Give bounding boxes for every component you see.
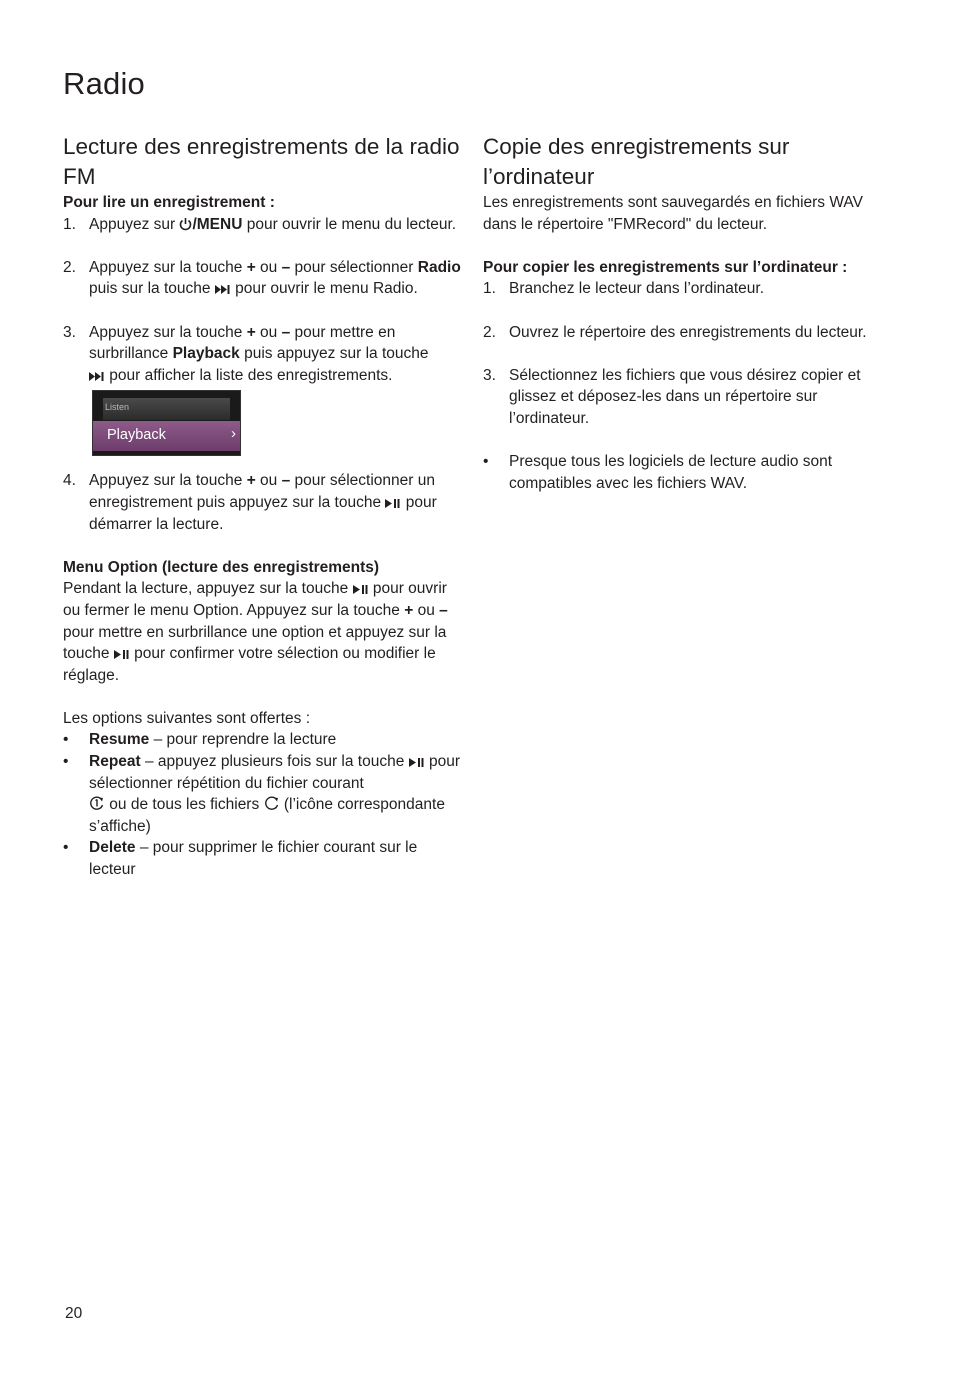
options-intro: Les options suivantes sont offertes : bbox=[63, 709, 311, 727]
play-pause-icon bbox=[114, 649, 130, 660]
step-4: 4. Appuyez sur la touche + ou – pour sélectionner un enregistrement puis appuyez sur la touche pour démarrer la lecture. bbox=[63, 472, 437, 533]
copy-step-2: 2. Ouvrez le répertoire des enregistrements du lecteur. bbox=[483, 323, 867, 341]
skip-next-icon bbox=[215, 284, 231, 295]
play-pause-icon bbox=[409, 757, 425, 768]
page-title: Radio bbox=[63, 66, 145, 101]
left-column bbox=[63, 132, 463, 881]
bullet-marker: • bbox=[483, 453, 489, 471]
subheading-copy-recordings: Pour copier les enregistrements sur l’ordinateur : bbox=[483, 258, 848, 276]
screen-header: Listen bbox=[103, 398, 230, 420]
bullet-resume: • Resume – pour reprendre la lecture bbox=[63, 729, 463, 751]
page-number: 20 bbox=[65, 1305, 83, 1322]
repeat-all-icon bbox=[264, 795, 280, 811]
bullet-marker: • bbox=[63, 839, 69, 857]
subheading-play-recording: Pour lire un enregistrement : bbox=[63, 194, 275, 211]
menu-option-heading: Menu Option (lecture des enregistrements) bbox=[63, 558, 380, 576]
repeat-one-icon bbox=[89, 795, 105, 811]
section-heading-playback: Lecture des enregistrements de la radio FM bbox=[63, 134, 460, 189]
bullet-delete: • Delete – pour supprimer le fichier courant sur le lecteur bbox=[63, 839, 418, 879]
copy-intro: Les enregistrements sont sauvegardés en fichiers WAV dans le répertoire "FMRecord" du lecteur. bbox=[483, 194, 863, 233]
device-screen-image bbox=[92, 390, 241, 456]
bullet-repeat: • Repeat – appuyez plusieurs fois sur la touche pour sélectionner répétition du fichier courant ou de tous les fichiers (l’icône correspondante s’affiche) bbox=[63, 753, 460, 835]
copy-note-bullet: • Presque tous les logiciels de lecture audio sont compatibles avec les fichiers WAV. bbox=[483, 453, 833, 492]
chevron-right-icon: › bbox=[231, 425, 236, 443]
play-pause-icon bbox=[385, 498, 401, 509]
step-3: 3. Appuyez sur la touche + ou – pour mettre en surbrillance Playback puis appuyez sur la touche pour afficher la liste des enregistrements. bbox=[63, 323, 429, 384]
step-1: 1. Appuyez sur /MENU pour ouvrir le menu du lecteur. bbox=[63, 215, 457, 233]
play-pause-icon bbox=[353, 584, 369, 595]
copy-step-1: 1. Branchez le lecteur dans l’ordinateur. bbox=[483, 280, 765, 298]
screen-item-playback: Playback › bbox=[93, 421, 240, 451]
power-icon bbox=[179, 217, 192, 231]
skip-next-icon bbox=[89, 371, 105, 382]
section-heading-copy: Copie des enregistrements sur l’ordinateur bbox=[483, 134, 790, 189]
step-2: 2. Appuyez sur la touche + ou – pour sélectionner Radio puis sur la touche pour ouvrir le menu Radio. bbox=[63, 258, 461, 298]
bullet-marker: • bbox=[63, 753, 69, 771]
copy-step-3: 3. Sélectionnez les fichiers que vous désirez copier et glissez et déposez-les dans un répertoire sur l’ordinateur. bbox=[483, 366, 861, 427]
menu-option-paragraph: Pendant la lecture, appuyez sur la touche pour ouvrir ou fermer le menu Option. Appuyez sur la touche + ou – pour mettre en surbrillance une option et appuyez sur la touche pour confirmer votre sélection ou modifier le réglage. bbox=[63, 580, 448, 684]
bullet-marker: • bbox=[63, 731, 69, 749]
right-column bbox=[483, 132, 883, 494]
